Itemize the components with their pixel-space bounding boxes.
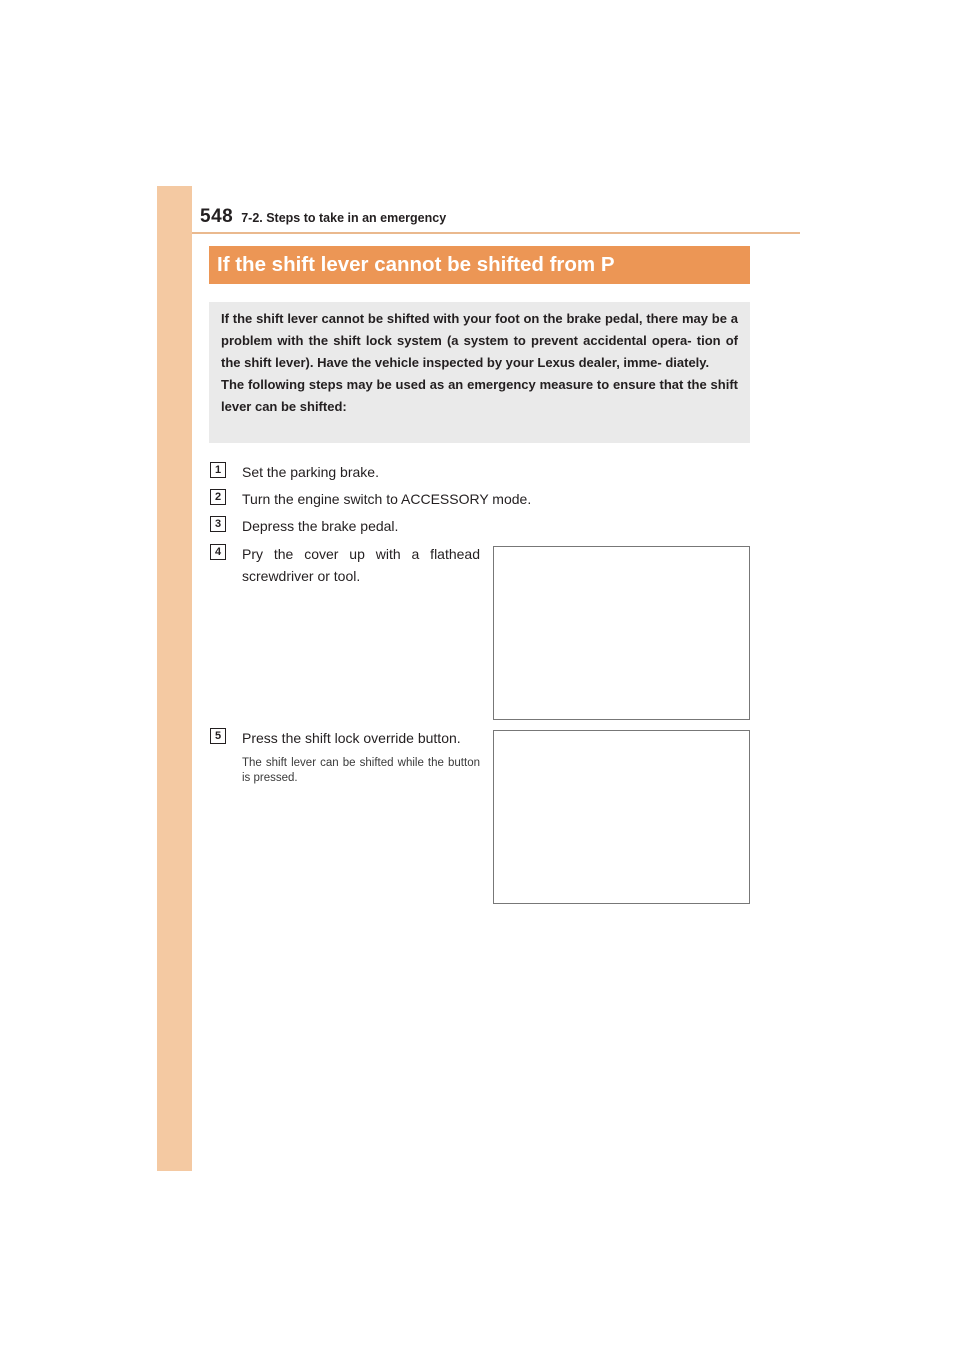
step-3 (210, 515, 398, 537)
step-number: 3 (210, 516, 226, 532)
intro-paragraph: If the shift lever cannot be shifted with your foot on the brake pedal, there may be a problem with the shift lock system (a system to prevent accidental opera- tion of the shift lever). Have the vehicle inspected by your Lexus dealer, imme- diately. (221, 311, 738, 370)
step-5 (210, 727, 461, 749)
step-text: Pry the cover up with a flathead screwdriver or tool. (242, 546, 480, 584)
section-label: 7-2. Steps to take in an emergency (241, 211, 447, 225)
step-2 (210, 488, 531, 510)
step-5-illustration (493, 730, 750, 904)
step-text: Turn the engine switch to ACCESSORY mode. (242, 491, 532, 507)
step-1 (210, 461, 379, 483)
intro-box (209, 302, 750, 443)
header-rule (192, 232, 800, 234)
step-text: Set the parking brake. (242, 464, 379, 480)
section-title: If the shift lever cannot be shifted from P (217, 253, 615, 276)
step-text: Press the shift lock override button. (242, 730, 461, 746)
intro-paragraph: The following steps may be used as an emergency measure to ensure that the shift lever can be shifted: (221, 377, 738, 414)
section-title-bar (209, 246, 750, 284)
step-5-note: The shift lever can be shifted while the button is pressed. (242, 757, 480, 784)
step-4 (210, 543, 480, 587)
side-thumb-tab (157, 186, 192, 1171)
step-number: 4 (210, 544, 226, 560)
page-number: 548 (200, 206, 234, 227)
page-header (200, 206, 446, 228)
step-number: 5 (210, 728, 226, 744)
step-4-illustration (493, 546, 750, 720)
step-number: 1 (210, 462, 226, 478)
step-number: 2 (210, 489, 226, 505)
step-text: Depress the brake pedal. (242, 518, 399, 534)
